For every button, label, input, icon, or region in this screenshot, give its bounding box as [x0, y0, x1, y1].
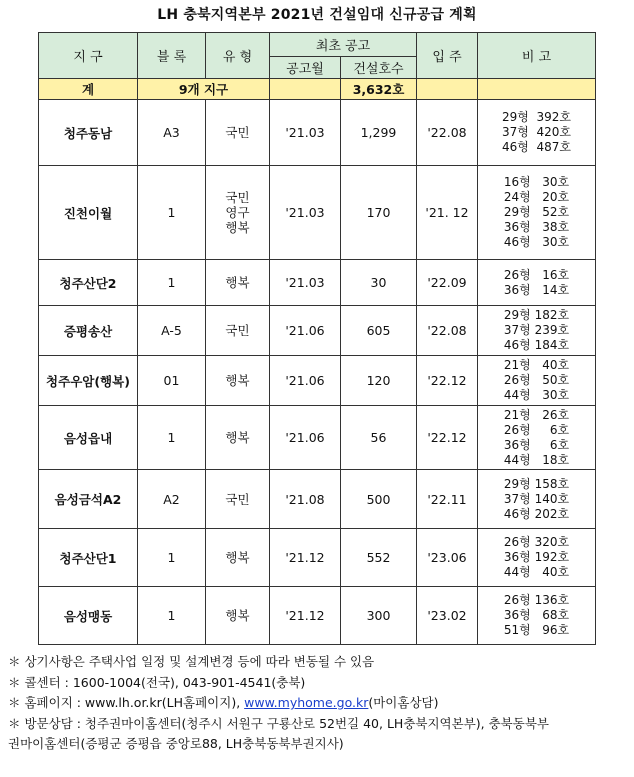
- cell-move-in: '21. 12: [417, 166, 478, 260]
- remark-line: 36형 68호: [503, 608, 570, 622]
- table-row: [39, 260, 596, 306]
- cell-site: 청주우암(행복): [39, 356, 138, 406]
- footnote-homepage: [8, 693, 628, 714]
- page-title: LH 충북지역본부 2021년 건설임대 신규공급 계획: [157, 7, 477, 23]
- cell-remarks: [478, 406, 596, 470]
- cell-notice-month: '21.06: [270, 356, 341, 406]
- supply-plan-table: [38, 32, 596, 645]
- cell-type: [206, 406, 270, 470]
- type-item: 행복: [225, 275, 250, 290]
- cell-type: [206, 306, 270, 356]
- remark-line: 21형 40호: [503, 358, 570, 372]
- remark-line: 46형 202호: [503, 506, 570, 521]
- remark-line: 26형 50호: [503, 373, 570, 387]
- cell-notice-month: '21.12: [270, 587, 341, 645]
- table-row: [39, 406, 596, 470]
- remark-line: 44형 18호: [503, 452, 570, 467]
- cell-move-in: '22.08: [417, 100, 478, 166]
- cell-notice-month: '21.06: [270, 406, 341, 470]
- homepage-text: ＊ 홈페이지 : www.lh.or.kr(LH홈페이지),: [8, 695, 245, 710]
- cell-block: 1: [138, 166, 206, 260]
- cell-type: [206, 529, 270, 587]
- remark-line: 29형 52호: [503, 205, 570, 219]
- cell-notice-month: '21.12: [270, 529, 341, 587]
- footnotes: [8, 652, 628, 755]
- cell-units: 170: [341, 166, 417, 260]
- cell-remarks: [478, 100, 596, 166]
- cell-site: 음성맹동: [39, 587, 138, 645]
- remark-line: 16형 30호: [503, 175, 570, 189]
- cell-move-in: '22.12: [417, 356, 478, 406]
- total-blank: [478, 79, 596, 100]
- homepage-suffix: (마이홈상담): [368, 695, 439, 710]
- remark-line: 36형 38호: [503, 220, 570, 234]
- header-district: 지 구: [39, 33, 138, 79]
- footnote-visit: ＊ 방문상담 : 청주권마이홈센터(청주시 서원구 구룡산로 52번길 40, LH충북지역본부), 충북동북부: [8, 715, 549, 731]
- cell-notice-month: '21.06: [270, 306, 341, 356]
- cell-block: 1: [138, 260, 206, 306]
- type-item: 행복: [225, 430, 250, 445]
- cell-remarks: [478, 260, 596, 306]
- cell-remarks: [478, 356, 596, 406]
- myhome-link[interactable]: www.myhome.go.kr: [244, 695, 369, 710]
- cell-type: [206, 260, 270, 306]
- cell-remarks: [478, 306, 596, 356]
- cell-block: A3: [138, 100, 206, 166]
- total-blank: [417, 79, 478, 100]
- remark-line: 29형 158호: [503, 476, 570, 491]
- cell-remarks: [478, 470, 596, 529]
- remark-line: 29형 182호: [503, 308, 570, 322]
- cell-units: 500: [341, 470, 417, 529]
- type-item: 국민: [225, 125, 250, 140]
- header-block: 블 록: [138, 33, 206, 79]
- remark-line: 36형 192호: [503, 550, 570, 564]
- total-blank: [270, 79, 341, 100]
- cell-move-in: '22.12: [417, 406, 478, 470]
- cell-block: 1: [138, 529, 206, 587]
- cell-block: 1: [138, 587, 206, 645]
- type-item: 행복: [225, 220, 250, 235]
- cell-site: 청주산단1: [39, 529, 138, 587]
- cell-move-in: '22.11: [417, 470, 478, 529]
- cell-units: 120: [341, 356, 417, 406]
- type-item: 국민: [225, 190, 250, 205]
- remark-line: 37형 140호: [503, 491, 570, 506]
- table-row: [39, 356, 596, 406]
- remark-line: 36형 14호: [503, 282, 570, 297]
- header-units: 건설호수: [341, 57, 417, 79]
- cell-block: A-5: [138, 306, 206, 356]
- cell-notice-month: '21.03: [270, 260, 341, 306]
- type-item: 영구: [225, 205, 250, 220]
- remark-line: 26형 16호: [503, 267, 570, 282]
- cell-site: 음성읍내: [39, 406, 138, 470]
- remark-line: 21형 26호: [503, 407, 570, 422]
- cell-units: 300: [341, 587, 417, 645]
- cell-remarks: [478, 529, 596, 587]
- table-row: [39, 306, 596, 356]
- table-row: [39, 587, 596, 645]
- cell-site: 음성금석A2: [39, 470, 138, 529]
- cell-block: A2: [138, 470, 206, 529]
- cell-type: [206, 470, 270, 529]
- cell-site: 증평송산: [39, 306, 138, 356]
- header-move-in: 입 주: [417, 33, 478, 79]
- type-item: 행복: [225, 550, 250, 565]
- cell-remarks: [478, 166, 596, 260]
- remark-line: 44형 30호: [503, 388, 570, 402]
- cell-block: 1: [138, 406, 206, 470]
- remark-line: 24형 20호: [503, 190, 570, 204]
- remark-line: 26형 320호: [503, 535, 570, 549]
- cell-move-in: '22.09: [417, 260, 478, 306]
- remark-line: 46형 487호: [502, 140, 571, 154]
- cell-units: 56: [341, 406, 417, 470]
- cell-move-in: '23.02: [417, 587, 478, 645]
- type-item: 국민: [225, 323, 250, 338]
- header-remarks: 비 고: [478, 33, 596, 79]
- cell-site: 진천이월: [39, 166, 138, 260]
- cell-block: 01: [138, 356, 206, 406]
- remark-line: 46형 30호: [503, 235, 570, 249]
- total-units: 3,632호: [341, 79, 417, 100]
- cell-move-in: '22.08: [417, 306, 478, 356]
- footnote-disclaimer: ＊ 상기사항은 주택사업 일정 및 설계변경 등에 따라 변동될 수 있음: [8, 654, 375, 669]
- remark-line: 37형 239호: [503, 323, 570, 337]
- table-row: [39, 166, 596, 260]
- cell-units: 552: [341, 529, 417, 587]
- cell-notice-month: '21.08: [270, 470, 341, 529]
- cell-type: [206, 356, 270, 406]
- header-first-notice: 최초 공고: [270, 33, 417, 57]
- remark-line: 29형 392호: [502, 110, 571, 124]
- footnote-call-center: ＊ 콜센터 : 1600-1004(전국), 043-901-4541(충북): [8, 674, 306, 690]
- table-row: [39, 100, 596, 166]
- cell-remarks: [478, 587, 596, 645]
- cell-type: [206, 166, 270, 260]
- total-row: [39, 79, 596, 100]
- remark-line: 26형 136호: [503, 593, 570, 607]
- cell-units: 605: [341, 306, 417, 356]
- cell-notice-month: '21.03: [270, 100, 341, 166]
- remark-line: 51형 96호: [503, 623, 570, 637]
- remark-line: 46형 184호: [503, 338, 570, 352]
- header-notice-month: 공고월: [270, 57, 341, 79]
- cell-units: 1,299: [341, 100, 417, 166]
- remark-line: 44형 40호: [503, 565, 570, 579]
- type-item: 행복: [225, 608, 250, 623]
- total-count: 9개 지구: [138, 79, 270, 100]
- cell-site: 청주산단2: [39, 260, 138, 306]
- footnote-visit-cont: 권마이홈센터(증평군 증평읍 중앙로88, LH충북동북부권지사): [8, 736, 344, 751]
- header-row: [39, 33, 596, 57]
- remark-line: 36형 6호: [503, 437, 570, 452]
- cell-type: [206, 100, 270, 166]
- remark-line: 26형 6호: [503, 422, 570, 437]
- cell-move-in: '23.06: [417, 529, 478, 587]
- type-item: 국민: [225, 491, 250, 507]
- cell-type: [206, 587, 270, 645]
- cell-site: 청주동남: [39, 100, 138, 166]
- table-row: [39, 529, 596, 587]
- cell-units: 30: [341, 260, 417, 306]
- cell-notice-month: '21.03: [270, 166, 341, 260]
- remark-line: 37형 420호: [502, 125, 571, 139]
- header-type: 유 형: [206, 33, 270, 79]
- table-row: [39, 470, 596, 529]
- total-label: 계: [39, 79, 138, 100]
- type-item: 행복: [225, 373, 250, 388]
